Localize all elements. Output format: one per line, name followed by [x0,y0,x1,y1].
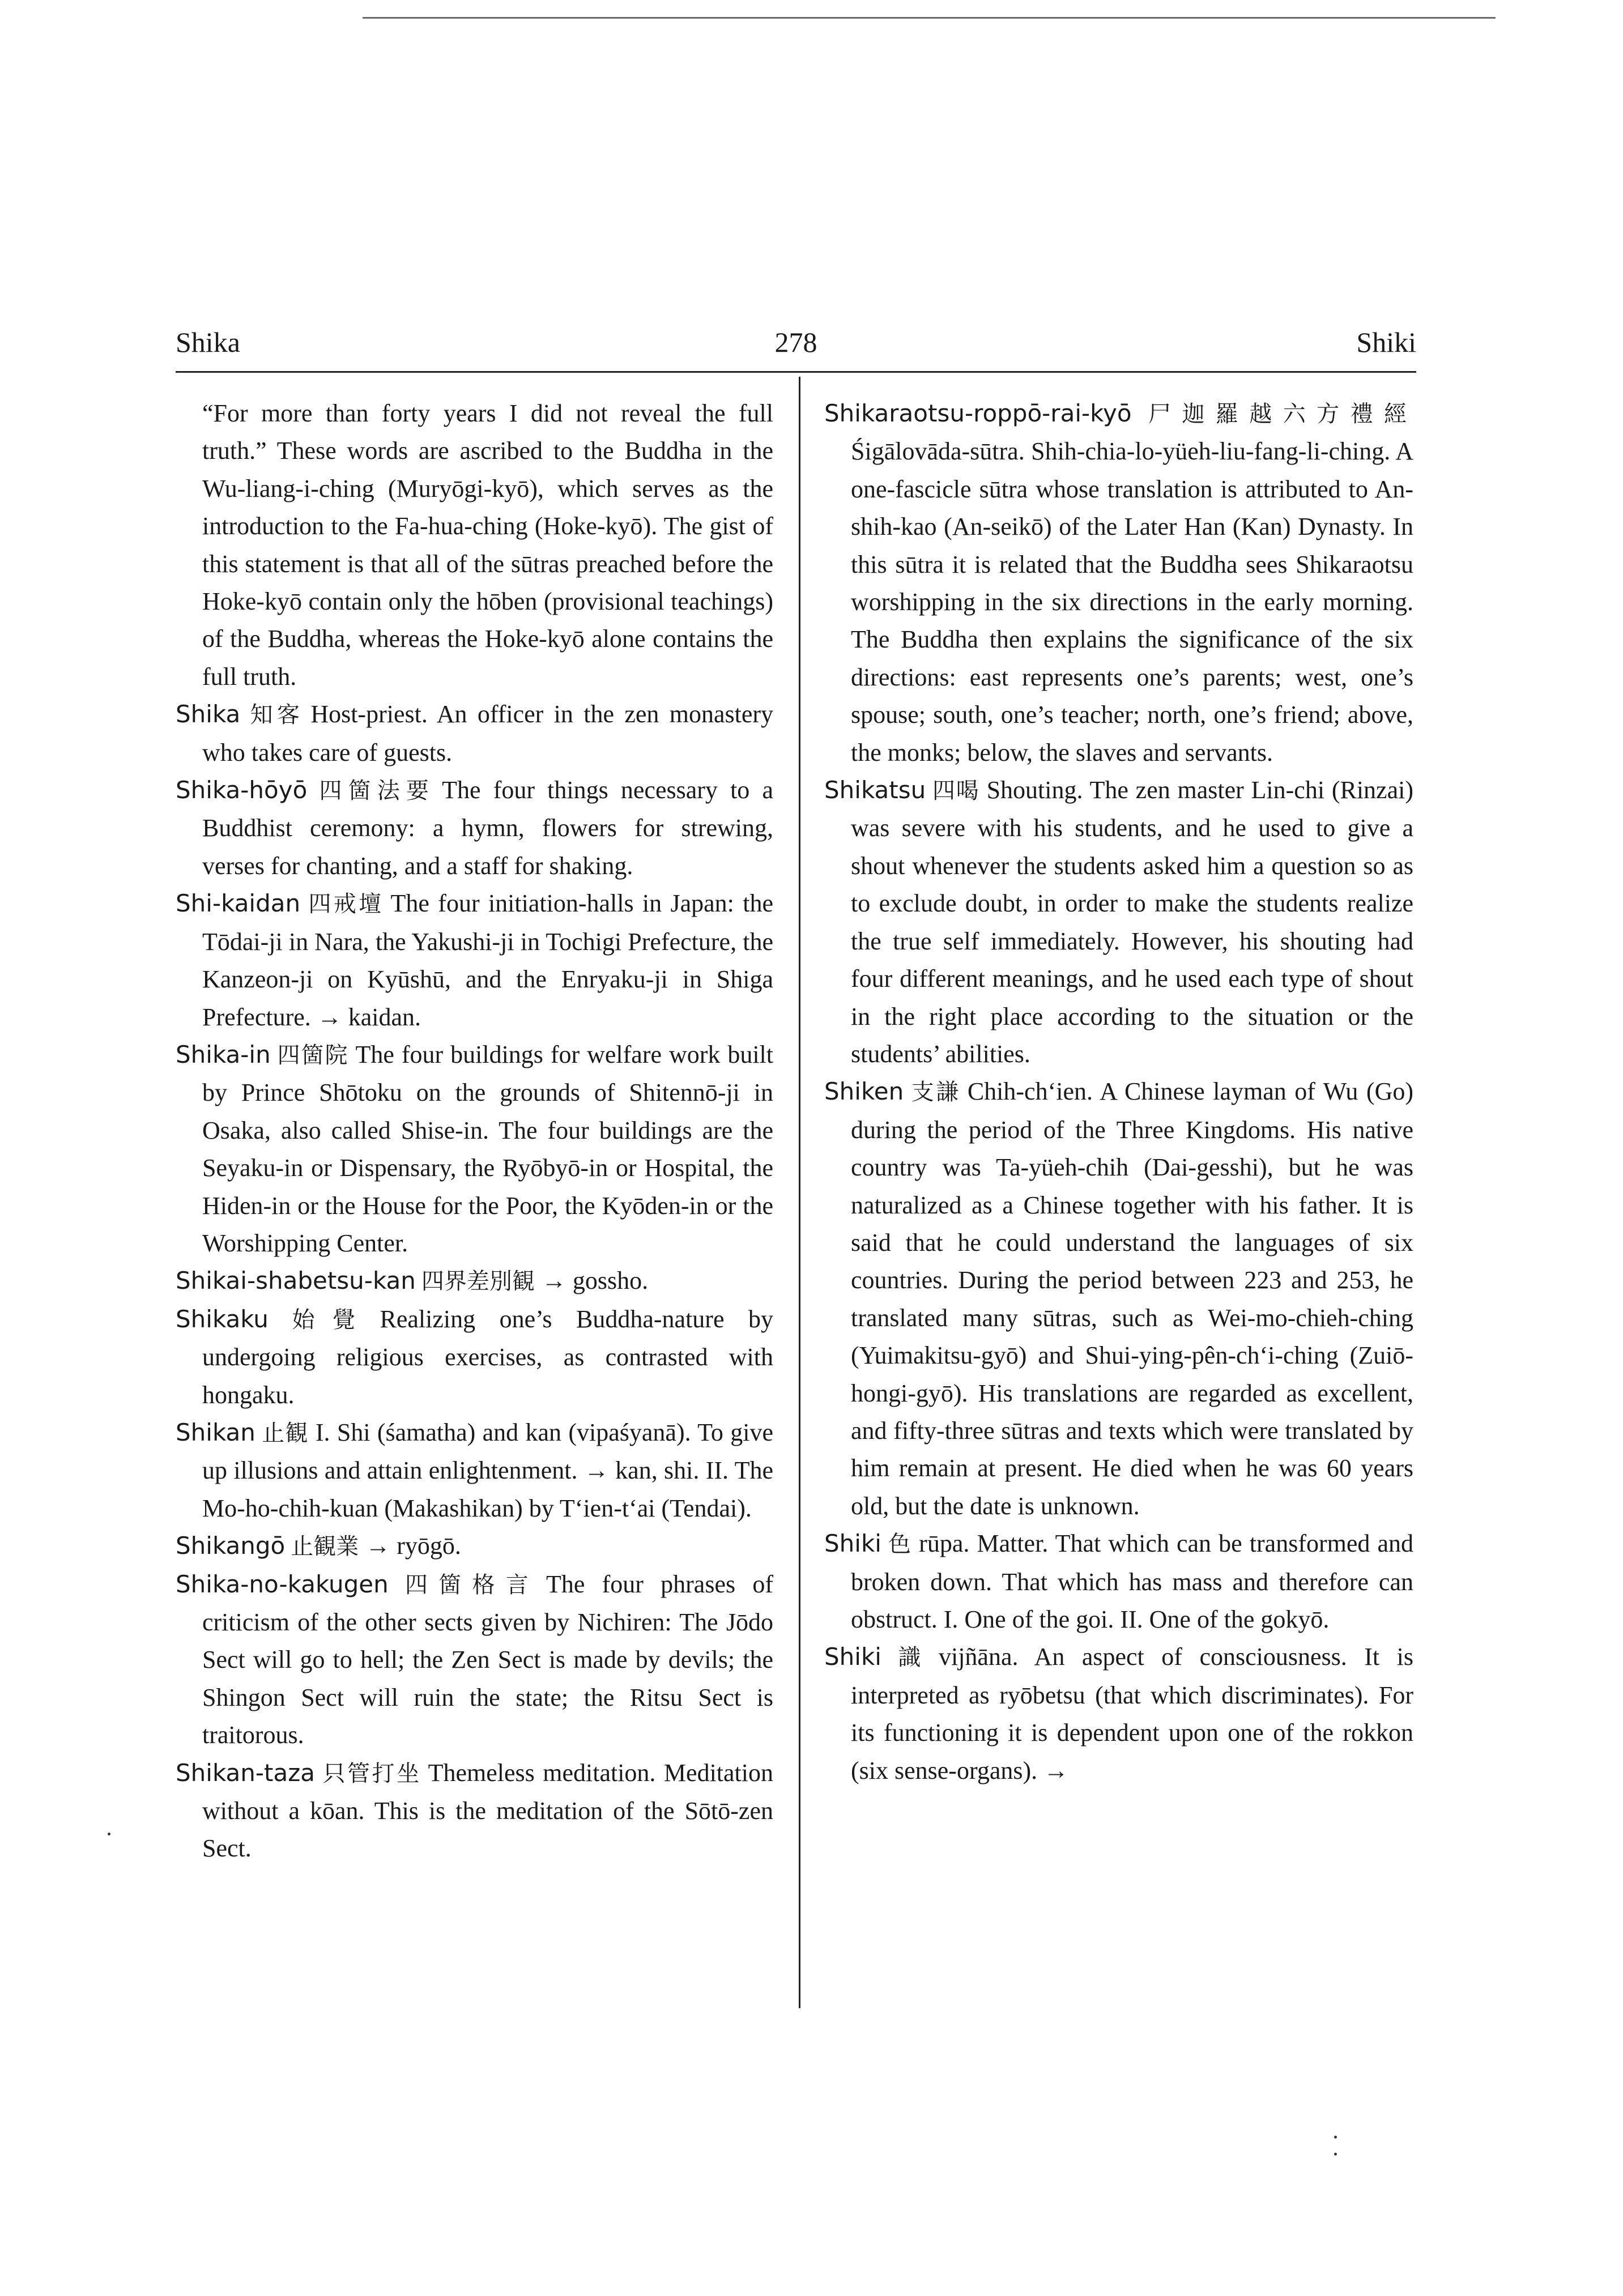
entry-kanji: 四箇法要 [313,778,436,804]
dictionary-entry [176,1414,773,1527]
entry-kanji: 四喝 [931,778,980,804]
dictionary-entry [176,1754,773,1868]
dictionary-entry [176,885,773,1036]
dictionary-entry [824,1638,1413,1790]
entry-kanji: 尸迦羅越六方禮經 [1137,401,1407,427]
dictionary-entry [824,1073,1413,1525]
header-rule [176,371,1416,373]
entry-kanji: 止観 [261,1420,309,1446]
dictionary-entry [176,1527,773,1565]
header-right-guide-word: Shiki [1356,326,1416,358]
entry-headword: Shikai-shabetsu-kan [176,1267,416,1295]
entry-headword: Shika-no-kakugen [176,1570,389,1598]
entry-headword: Shiken [824,1077,904,1106]
entry-definition: Realizing one’s Buddha-nature by undergoing religious exercises, as contrasted with hongaku. [202,1305,773,1409]
entry-kanji: 四戒壇 [306,891,384,918]
entry-headword: Shikan [176,1418,255,1446]
entry-kanji: 只管打坐 [321,1760,421,1787]
entry-headword: Shi-kaidan [176,889,301,918]
dictionary-entry [176,1566,773,1754]
scan-speck [108,1833,110,1835]
scan-speck [1334,2153,1337,2156]
entry-headword: Shikatsu [824,776,926,804]
entry-headword: Shikangō [176,1532,286,1560]
entry-headword: Shiki [824,1530,881,1558]
entry-definition: → gossho. [541,1267,649,1295]
entry-definition: Shouting. The zen master Lin-chi (Rinzai) was severe with his students, and he used to give a shout whenever the students asked him a question so as to exclude doubt, in order to make the students realize the true self immediately. However, his shouting had four different meanings, and he used each type of shout in the right place according to the situation or the students’ abilities. [851,776,1413,1068]
entry-kanji: 識 [887,1645,932,1671]
entry-definition: Host-priest. An officer in the zen monastery who takes care of guests. [202,700,773,766]
entry-definition: vijñāna. An aspect of consciousness. It is interpreted as ryōbetsu (that which discriminates). For its functioning it is dependent upon one of the rokkon (six sense-organs). → [851,1643,1413,1784]
dictionary-entry-continued [176,395,773,696]
running-header [176,326,1416,365]
entry-headword: Shikan-taza [176,1758,316,1787]
header-left-guide-word: Shika [176,326,240,358]
left-column [176,395,773,1868]
entry-kanji: 止観業 [291,1533,359,1560]
entry-definition: rūpa. Matter. That which can be transformed and broken down. That which has mass and therefore can obstruct. I. One of the goi. II. One of the gokyō. [851,1530,1414,1633]
entry-kanji: 知客 [246,702,304,729]
entry-definition: The four buildings for welfare work built by Prince Shōtoku on the grounds of Shitennō-ji in Osaka, also called Shise-in. The four buildings are the Seyaku-in or Dispensary, the Ryōbyō-in or Hospital, the Hiden-in or the House for the Poor, the Kyōden-in or the Worshipping Center. [202,1040,774,1257]
dictionary-entry [176,696,773,772]
entry-kanji: 支謙 [909,1079,961,1106]
entry-kanji: 四箇格言 [394,1571,539,1598]
dictionary-entry [824,395,1413,772]
entry-definition: “For more than forty years I did not reveal the full truth.” These words are ascribed to the Buddha in the Wu-liang-i-ching (Muryōgi-kyō), which serves as the introduction to the Fa-hua-ching (Hoke-kyō). The gist of this statement is that all of the sūtras preached before the Hoke-kyō contain only the hōben (provisional teachings) of the Buddha, whereas the Hoke-kyō alone contains the full truth. [202,399,773,691]
dictionary-entry [176,1036,773,1262]
entry-definition: Chih-ch‘ien. A Chinese layman of Wu (Go) during the period of the Three Kingdoms. His native country was Ta-yüeh-chih (Dai-gesshi), but he was naturalized as a Chinese together with his father. It is said that he could understand the languages of six countries. During the period between 223 and 253, he translated many sūtras, such as Wei-mo-chieh-ching (Yuimakitsu-gyō) and Shui-ying-pên-ch‘i-ching (Zuiō-hongi-gyō). His translations are regarded as excellent, and fifty-three sūtras and texts which were translated by him remain at present. He died when he was 60 years old, but the date is unknown. [851,1077,1414,1520]
dictionary-entry [176,772,773,885]
entry-kanji: 四箇院 [276,1042,349,1068]
dictionary-entry [176,1301,773,1414]
entry-kanji: 始覺 [274,1306,373,1333]
top-scan-rule [363,17,1496,19]
dictionary-entry [824,1525,1413,1638]
entry-headword: Shika [176,700,241,729]
entry-definition: → ryōgō. [365,1532,461,1560]
entry-definition: The four things necessary to a Buddhist ceremony: a hymn, flowers for strewing, verses for chanting, and a staff for shaking. [202,776,773,880]
dictionary-entry [824,772,1413,1073]
entry-definition: I. Shi (śamatha) and kan (vipaśyanā). To give up illusions and attain enlightenment. → kan, shi. II. The Mo-ho-chih-kuan (Makashikan) by T‘ien-t‘ai (Tendai). [202,1418,774,1522]
entry-kanji: 色 [887,1531,913,1558]
entry-headword: Shiki [824,1643,881,1671]
entry-headword: Shika-hōyō [176,776,308,804]
page-number: 278 [774,326,817,358]
right-column [824,395,1413,1790]
entry-headword: Shikaku [176,1305,269,1333]
dictionary-entry [176,1262,773,1300]
scan-speck [1334,2136,1337,2139]
entry-definition: The four phrases of criticism of the other sects given by Nichiren: The Jōdo Sect will go to hell; the Zen Sect is made by devils; the Shingon Sect will ruin the state; the Ritsu Sect is traitorous. [202,1570,774,1749]
entry-definition: Śigālovāda-sūtra. Shih-chia-lo-yüeh-liu-fang-li-ching. A one-fascicle sūtra whose translation is attributed to An-shih-kao (An-seikō) of the Later Han (Kan) Dynasty. In this sūtra it is related that the Buddha sees Shikaraotsu worshipping in the six directions in the early morning. The Buddha then explains the significance of the six directions: east represents one’s parents; west, one’s spouse; south, one’s teacher; north, one’s friend; above, the monks; below, the slaves and servants. [851,437,1413,766]
column-divider [799,377,800,2008]
entry-headword: Shika-in [176,1040,271,1068]
entry-definition: The four initiation-halls in Japan: the Tōdai-ji in Nara, the Yakushi-ji in Tochigi Prefecture, the Kanzeon-ji on Kyūshū, and the Enryaku-ji in Shiga Prefecture. → kaidan. [202,889,774,1031]
entry-definition: Themeless meditation. Meditation without a kōan. This is the meditation of the Sōtō-zen Sect. [202,1758,774,1863]
entry-kanji: 四界差別観 [421,1268,535,1295]
entry-headword: Shikaraotsu-roppō-rai-kyō [824,399,1132,427]
